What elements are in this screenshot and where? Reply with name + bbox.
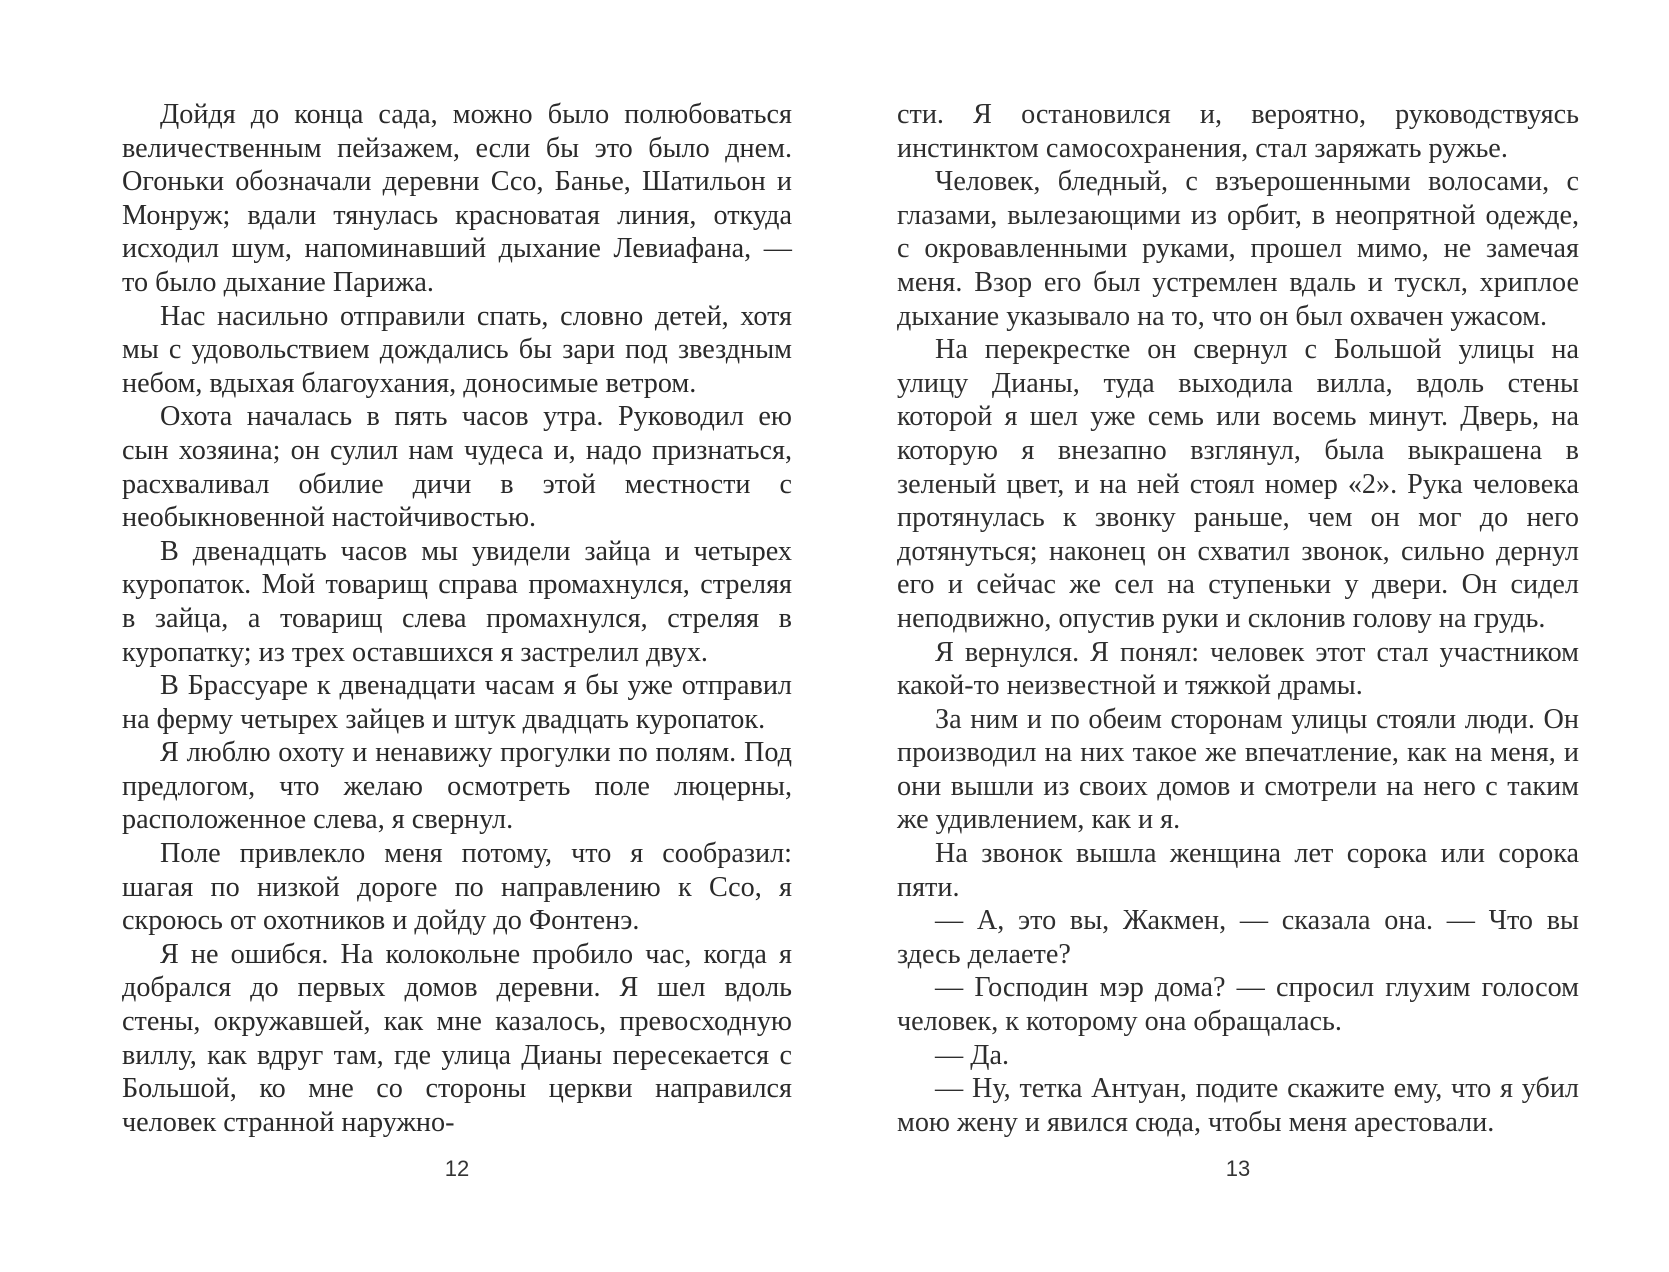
paragraph: На звонок вышла женщина лет сорока или сорока пяти. — [897, 838, 1579, 903]
paragraph-continuation: сти. Я остановился и, вероятно, руководствуясь инстинктом самосохранения, стал заряжать ружье. — [897, 99, 1579, 164]
paragraph: За ним и по обеим сторонам улицы стояли люди. Он производил на них такое же впечатление, как на меня, и они вышли из своих домов и смотрели на него с таким же удивлением, как и я. — [897, 703, 1579, 836]
paragraph: Я не ошибся. На колокольне пробило час, когда я добрался до первых домов деревни. Я шел вдоль стены, окружавшей, как мне казалось, превосходную виллу, как вдруг там, где улица Дианы пересекается с Большой, ко мне со стороны церкви направился человек странной наружно- — [122, 938, 792, 1138]
dialogue-line: — Да. — [935, 1039, 1010, 1071]
paragraph: Дойдя до конца сада, можно было полюбоваться величественным пейзажем, если бы это было днем. Огоньки обозначали деревни Ссо, Банье, Шатильон и Монруж; вдали тянулась красноватая линия, откуда исходил шум, напоминавший дыхание Левиафана, — то было дыхание Парижа. — [122, 99, 792, 298]
left-page-text — [122, 98, 792, 1139]
paragraph: Я люблю охоту и ненавижу прогулки по полям. Под предлогом, что желаю осмотреть поле люцерны, расположенное слева, я свернул. — [122, 737, 792, 836]
dialogue-line: — А, это вы, Жакмен, — сказала она. — Что вы здесь делаете? — [897, 905, 1579, 970]
page-number-left: 12 — [444, 1156, 470, 1181]
paragraph: Я вернулся. Я понял: человек этот стал участником какой-то неизвестной и тяжкой драмы. — [897, 636, 1579, 702]
paragraph: Человек, бледный, с взъерошенными волосами, с глазами, вылезающими из орбит, в неопрятной одежде, с окровавленными руками, прошел мимо, не замечая меня. Взор его был устремлен вдаль и тускл, хриплое дыхание указывало на то, что он был охвачен ужасом. — [897, 166, 1579, 332]
paragraph: Нас насильно отправили спать, словно детей, хотя мы с удовольствием дождались бы зари под звездным небом, вдыхая благоухания, доносимые ветром. — [122, 300, 792, 399]
paragraph: Поле привлекло меня потому, что я сообразил: шагая по низкой дороге по направлению к Ссо, я скроюсь от охотников и дойду до Фонтенэ. — [122, 838, 792, 937]
dialogue-line: — Ну, тетка Антуан, подите скажите ему, что я убил мою жену и явился сюда, чтобы меня арестовали. — [897, 1073, 1579, 1138]
paragraph: В двенадцать часов мы увидели зайца и четырех куропаток. Мой товарищ справа промахнулся, стреляя в зайца, а товарищ слева промахнулся, стреляя в куропатку; из трех оставшихся я застрелил двух. — [122, 535, 792, 668]
page-number-right: 13 — [1225, 1156, 1251, 1181]
paragraph: Охота началась в пять часов утра. Руководил ею сын хозяина; он сулил нам чудеса и, надо признаться, расхваливал обилие дичи в этой местности с необыкновенной настойчивостью. — [122, 401, 792, 534]
right-page-text — [897, 98, 1579, 1139]
dialogue-line: — Господин мэр дома? — спросил глухим голосом человек, к которому она обращалась. — [897, 972, 1579, 1038]
paragraph: В Брассуаре к двенадцати часам я бы уже отправил на ферму четырех зайцев и штук двадцать куропаток. — [122, 670, 792, 735]
paragraph: На перекрестке он свернул с Большой улицы на улицу Дианы, туда выходила вилла, вдоль стены которой я шел уже семь или восемь минут. Дверь, на которую я внезапно взглянул, была выкрашена в зеленый цвет, и на ней стоял номер «2». Рука человека протянулась к звонку раньше, чем он мог до него дотянуться; наконец он схватил звонок, сильно дернул его и сейчас же сел на ступеньки у двери. Он сидел неподвижно, опустив руки и склонив голову на грудь. — [897, 334, 1579, 634]
